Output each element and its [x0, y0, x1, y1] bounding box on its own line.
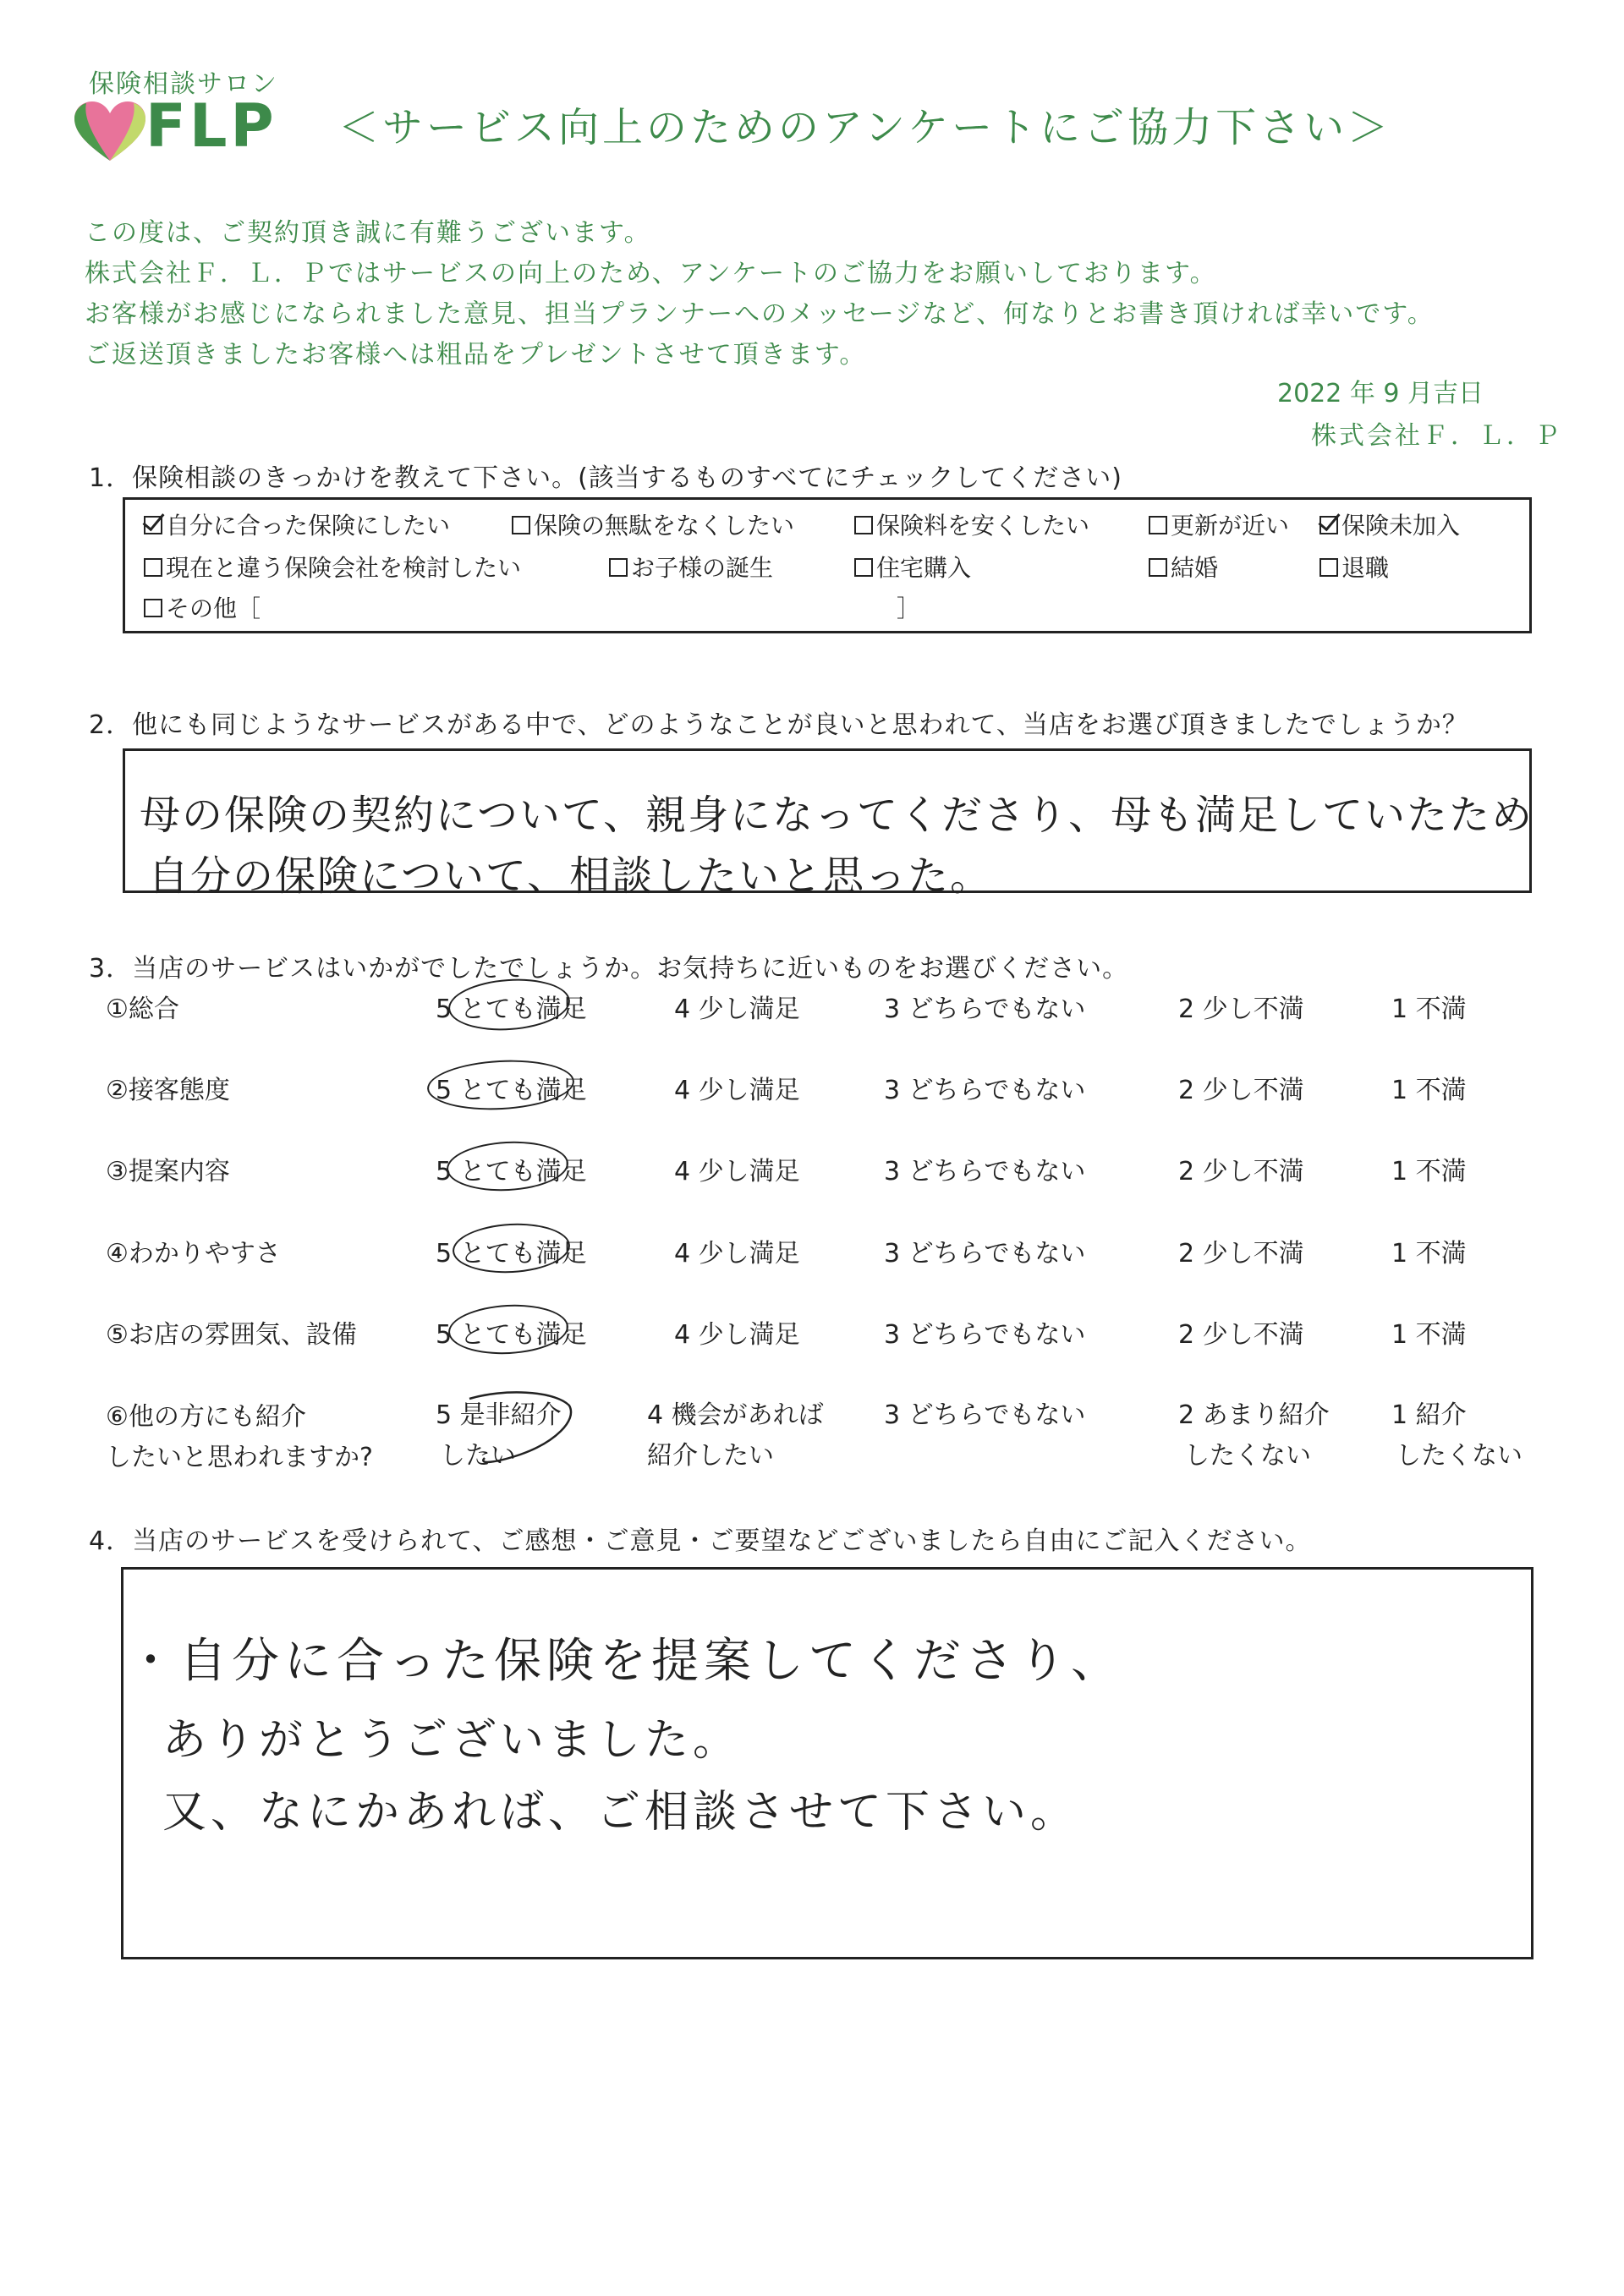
rating-option-1[interactable]: 1 不満 — [1391, 1076, 1467, 1105]
q4-answer-line: 又、なにかあれば、ご相談させて下さい。 — [162, 1787, 1079, 1838]
rating-option-1[interactable]: 1 不満 — [1391, 995, 1467, 1024]
logo-brand: FLP — [145, 91, 277, 161]
checkbox[interactable] — [144, 599, 162, 617]
heart-icon — [74, 101, 145, 162]
q1-option[interactable]: 自分に合った保険にしたい — [144, 507, 450, 541]
rating-option-2[interactable]: 2 少し不満 — [1178, 1320, 1304, 1350]
checkbox-checked[interactable] — [1320, 516, 1338, 534]
date: 2022 年 9 月吉日 — [1277, 379, 1484, 408]
rating-option-4[interactable]: 4 少し満足 — [674, 1157, 800, 1186]
rating-option-4[interactable]: 4 少し満足 — [674, 1320, 800, 1350]
q1-other-close-bracket: ］ — [897, 595, 921, 622]
q3-heading: 3．当店のサービスはいかがでしたでしょうか。お気持ちに近いものをお選びください。 — [89, 954, 1129, 984]
checkbox[interactable] — [854, 516, 873, 534]
q3-row-label: ④わかりやすさ — [106, 1239, 281, 1269]
checkbox[interactable] — [854, 558, 873, 577]
rating-option-1[interactable]: 1 不満 — [1391, 1239, 1467, 1269]
rating-option-3[interactable]: 3 どちらでもない — [884, 1239, 1086, 1269]
checkbox-checked[interactable] — [144, 516, 162, 534]
checkbox[interactable] — [144, 558, 162, 577]
q3-row-label: ⑤お店の雰囲気、設備 — [106, 1320, 357, 1350]
referral-option-1-line2: したくない — [1396, 1441, 1522, 1471]
referral-option-2-line2: したくない — [1184, 1441, 1311, 1471]
rating-option-4[interactable]: 4 少し満足 — [674, 995, 800, 1024]
q2-heading: 2．他にも同じようなサービスがある中で、どのようなことが良いと思われて、当店をお選び頂きましたでしょうか？ — [89, 710, 1468, 740]
q2-answer-line: 自分の保険について、相談したいと思った。 — [148, 852, 993, 900]
intro-line: 株式会社Ｆ．Ｌ．Ｐではサービスの向上のため、アンケートのご協力をお願いしております。 — [85, 259, 1217, 288]
checkbox[interactable] — [1149, 516, 1167, 534]
selection-circle — [453, 1387, 575, 1471]
rating-option-4[interactable]: 4 少し満足 — [674, 1076, 800, 1105]
q1-option[interactable]: 更新が近い — [1149, 507, 1289, 541]
q1-option[interactable]: 保険未加入 — [1320, 507, 1460, 541]
intro-line: この度は、ご契約頂き誠に有難うございます。 — [85, 218, 651, 248]
rating-option-5[interactable]: 5 とても満足 — [436, 1239, 587, 1269]
q2-answer-line: 母の保険の契約について、親身になってくださり、母も満足していたため — [140, 792, 1534, 839]
company-name: 株式会社Ｆ．Ｌ．Ｐ — [1311, 421, 1562, 451]
q1-option[interactable]: 退職 — [1320, 550, 1389, 584]
q3-referral-label: したいと思われますか? — [106, 1443, 373, 1472]
rating-option-2[interactable]: 2 少し不満 — [1178, 1076, 1304, 1105]
q1-option-other[interactable]: その他［ — [144, 590, 261, 624]
rating-option-3[interactable]: 3 どちらでもない — [884, 1320, 1086, 1350]
checkbox[interactable] — [1149, 558, 1167, 577]
checkbox[interactable] — [512, 516, 530, 534]
referral-option-4-line2: 紹介したい — [647, 1441, 774, 1471]
logo-subtitle: 保険相談サロン — [89, 69, 278, 99]
q1-option[interactable]: 保険の無駄をなくしたい — [512, 507, 794, 541]
q1-option[interactable]: 住宅購入 — [854, 550, 971, 584]
q3-row-label: ①総合 — [106, 995, 179, 1024]
intro-line: お客様がお感じになられました意見、担当プランナーへのメッセージなど、何なりとお書き頂ければ幸いです。 — [85, 299, 1435, 329]
rating-option-5[interactable]: 5 とても満足 — [436, 1157, 587, 1186]
checkbox[interactable] — [609, 558, 628, 577]
q1-option[interactable]: お子様の誕生 — [609, 550, 773, 584]
q3-row-label: ②接客態度 — [106, 1076, 230, 1105]
referral-option-1[interactable]: 1 紹介 — [1391, 1400, 1467, 1430]
q1-option[interactable]: 結婚 — [1149, 550, 1218, 584]
rating-option-2[interactable]: 2 少し不満 — [1178, 1157, 1304, 1186]
rating-option-3[interactable]: 3 どちらでもない — [884, 995, 1086, 1024]
referral-option-3[interactable]: 3 どちらでもない — [884, 1400, 1086, 1430]
referral-option-5-line2: したい — [440, 1441, 516, 1471]
rating-option-5[interactable]: 5 とても満足 — [436, 1076, 587, 1105]
q4-answer-line: ありがとうございました。 — [162, 1715, 742, 1766]
q4-heading: 4．当店のサービスを受けられて、ご感想・ご意見・ご要望などございましたら自由にご記入ください。 — [89, 1526, 1312, 1556]
checkbox[interactable] — [1320, 558, 1338, 577]
q3-referral-label: ⑥他の方にも紹介 — [106, 1402, 306, 1432]
intro-line: ご返送頂きましたお客様へは粗品をプレゼントさせて頂きます。 — [85, 340, 867, 370]
rating-option-1[interactable]: 1 不満 — [1391, 1157, 1467, 1186]
page-title: ＜サービス向上のためのアンケートにご協力下さい＞ — [338, 104, 1392, 151]
referral-option-2[interactable]: 2 あまり紹介 — [1178, 1400, 1330, 1430]
referral-option-4[interactable]: 4 機会があれば — [647, 1400, 824, 1430]
q1-heading: 1．保険相談のきっかけを教えて下さい。(該当するものすべてにチェックしてください) — [89, 463, 1122, 493]
rating-option-4[interactable]: 4 少し満足 — [674, 1239, 800, 1269]
rating-option-2[interactable]: 2 少し不満 — [1178, 1239, 1304, 1269]
rating-option-3[interactable]: 3 どちらでもない — [884, 1076, 1086, 1105]
q4-answer-line: ・自分に合った保険を提案してくださり、 — [127, 1634, 1123, 1689]
q3-row-label: ③提案内容 — [106, 1157, 230, 1186]
q1-option[interactable]: 保険料を安くしたい — [854, 507, 1089, 541]
rating-option-3[interactable]: 3 どちらでもない — [884, 1157, 1086, 1186]
referral-option-5[interactable]: 5 是非紹介 — [436, 1400, 562, 1430]
rating-option-5[interactable]: 5 とても満足 — [436, 995, 587, 1024]
rating-option-2[interactable]: 2 少し不満 — [1178, 995, 1304, 1024]
rating-option-1[interactable]: 1 不満 — [1391, 1320, 1467, 1350]
rating-option-5[interactable]: 5 とても満足 — [436, 1320, 587, 1350]
q1-option[interactable]: 現在と違う保険会社を検討したい — [144, 550, 521, 584]
